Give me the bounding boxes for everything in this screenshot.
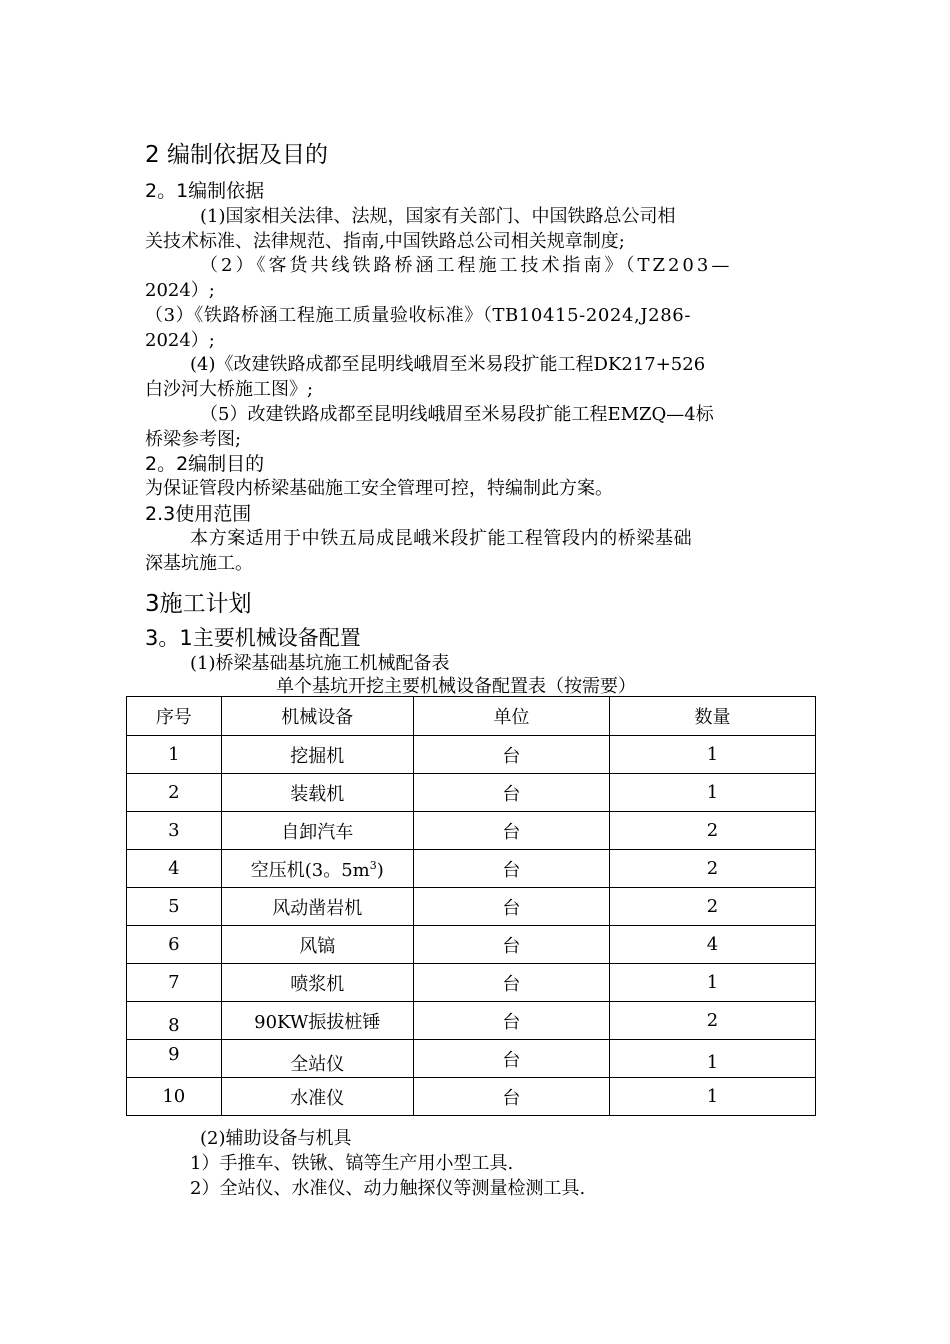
section-3-title: 3施工计划 (145, 591, 252, 617)
section-2-2-title: 2。2编制目的 (145, 453, 265, 475)
section-3-1-title: 3。1主要机械设备配置 (145, 626, 361, 650)
table-header-row (127, 697, 816, 736)
cell-quantity: 1 (609, 964, 815, 1002)
cell-quantity: 2 (609, 888, 815, 926)
aux-equipment-item-1: 1）手推车、铁锹、镐等生产用小型工具. (190, 1153, 514, 1174)
purpose-text: 为保证管段内桥梁基础施工安全管理可控，特编制此方案。 (145, 478, 613, 499)
table-row (127, 926, 816, 964)
section-2-title: 2 编制依据及目的 (145, 142, 328, 168)
cell-equipment: 风镐 (221, 926, 413, 964)
cell-index: 2 (127, 774, 222, 812)
cell-unit: 台 (413, 926, 609, 964)
cell-equipment: 90KW振拔桩锤 (221, 1002, 413, 1040)
basis-item-4-line-2: 白沙河大桥施工图》; (145, 379, 314, 400)
basis-item-3-line-2: 2024）; (145, 330, 215, 351)
cell-equipment-suffix: ) (376, 859, 384, 881)
scope-line-1: 本方案适用于中铁五局成昆峨米段扩能工程管段内的桥梁基础 (190, 528, 693, 549)
header-quantity: 数量 (609, 697, 815, 736)
cell-index: 3 (127, 812, 222, 850)
cell-index: 5 (127, 888, 222, 926)
cell-unit: 台 (413, 774, 609, 812)
cell-unit: 台 (413, 1040, 609, 1078)
header-index: 序号 (127, 697, 222, 736)
basis-item-3-line-1: （3）《铁路桥涵工程施工质量验收标准》（TB10415-2024,J286- (145, 305, 692, 326)
cell-index: 9 (127, 1040, 222, 1078)
equipment-table (126, 696, 816, 1116)
cell-quantity: 2 (609, 850, 815, 888)
cell-unit: 台 (413, 888, 609, 926)
cell-unit: 台 (413, 1002, 609, 1040)
cell-index: 1 (127, 736, 222, 774)
header-unit: 单位 (413, 697, 609, 736)
cell-equipment: 装载机 (221, 774, 413, 812)
table-row (127, 812, 816, 850)
table-caption: 单个基坑开挖主要机械设备配置表（按需要） (276, 676, 636, 697)
cell-quantity: 1 (609, 774, 815, 812)
cell-index: 10 (127, 1078, 222, 1116)
cell-equipment: 风动凿岩机 (221, 888, 413, 926)
section-2-3-title: 2.3使用范围 (145, 503, 252, 525)
cell-index: 7 (127, 964, 222, 1002)
table-row (127, 850, 816, 888)
header-equipment: 机械设备 (221, 697, 413, 736)
cell-unit: 台 (413, 736, 609, 774)
table-row (127, 888, 816, 926)
cell-index: 6 (127, 926, 222, 964)
cubic-superscript: 3 (369, 858, 377, 872)
table-row (127, 964, 816, 1002)
cell-quantity: 1 (609, 1040, 815, 1078)
table-row (127, 1078, 816, 1116)
section-2-1-title: 2。1编制依据 (145, 180, 265, 202)
cell-unit: 台 (413, 850, 609, 888)
cell-unit: 台 (413, 1078, 609, 1116)
cell-quantity: 4 (609, 926, 815, 964)
cell-index: 8 (127, 1002, 222, 1040)
cell-equipment-text: 空压机(3。5m (250, 859, 370, 881)
cell-equipment: 喷浆机 (221, 964, 413, 1002)
aux-equipment-item-2: 2）全站仪、水准仪、动力触探仪等测量检测工具. (190, 1178, 586, 1199)
cell-unit: 台 (413, 964, 609, 1002)
basis-item-2-line-1: （2）《客货共线铁路桥涵工程施工技术指南》（TZ203— (200, 255, 733, 276)
basis-item-2-line-2: 2024）; (145, 280, 215, 301)
cell-quantity: 1 (609, 736, 815, 774)
basis-item-1-line-2: 关技术标准、法律规范、指南,中国铁路总公司相关规章制度; (145, 231, 625, 252)
cell-quantity: 2 (609, 812, 815, 850)
cell-quantity: 1 (609, 1078, 815, 1116)
cell-unit: 台 (413, 812, 609, 850)
cell-index: 4 (127, 850, 222, 888)
cell-equipment: 全站仪 (221, 1040, 413, 1078)
cell-quantity: 2 (609, 1002, 815, 1040)
basis-item-4-line-1: (4)《改建铁路成都至昆明线峨眉至米易段扩能工程DK217+526 (190, 354, 706, 375)
basis-item-5-line-1: （5）改建铁路成都至昆明线峨眉至米易段扩能工程EMZQ—4标 (200, 404, 714, 425)
table-row (127, 736, 816, 774)
equipment-table-intro: (1)桥梁基础基坑施工机械配备表 (190, 653, 450, 674)
cell-equipment: 水准仪 (221, 1078, 413, 1116)
table-row (127, 1040, 816, 1078)
basis-item-5-line-2: 桥梁参考图; (145, 429, 242, 450)
basis-item-1-line-1: (1)国家相关法律、法规，国家有关部门、中国铁路总公司相 (200, 206, 676, 227)
cell-equipment (221, 850, 413, 888)
aux-equipment-title: (2)辅助设备与机具 (200, 1128, 352, 1149)
scope-line-2: 深基坑施工。 (145, 553, 253, 574)
cell-equipment: 自卸汽车 (221, 812, 413, 850)
cell-equipment: 挖掘机 (221, 736, 413, 774)
table-row (127, 774, 816, 812)
table-row (127, 1002, 816, 1040)
